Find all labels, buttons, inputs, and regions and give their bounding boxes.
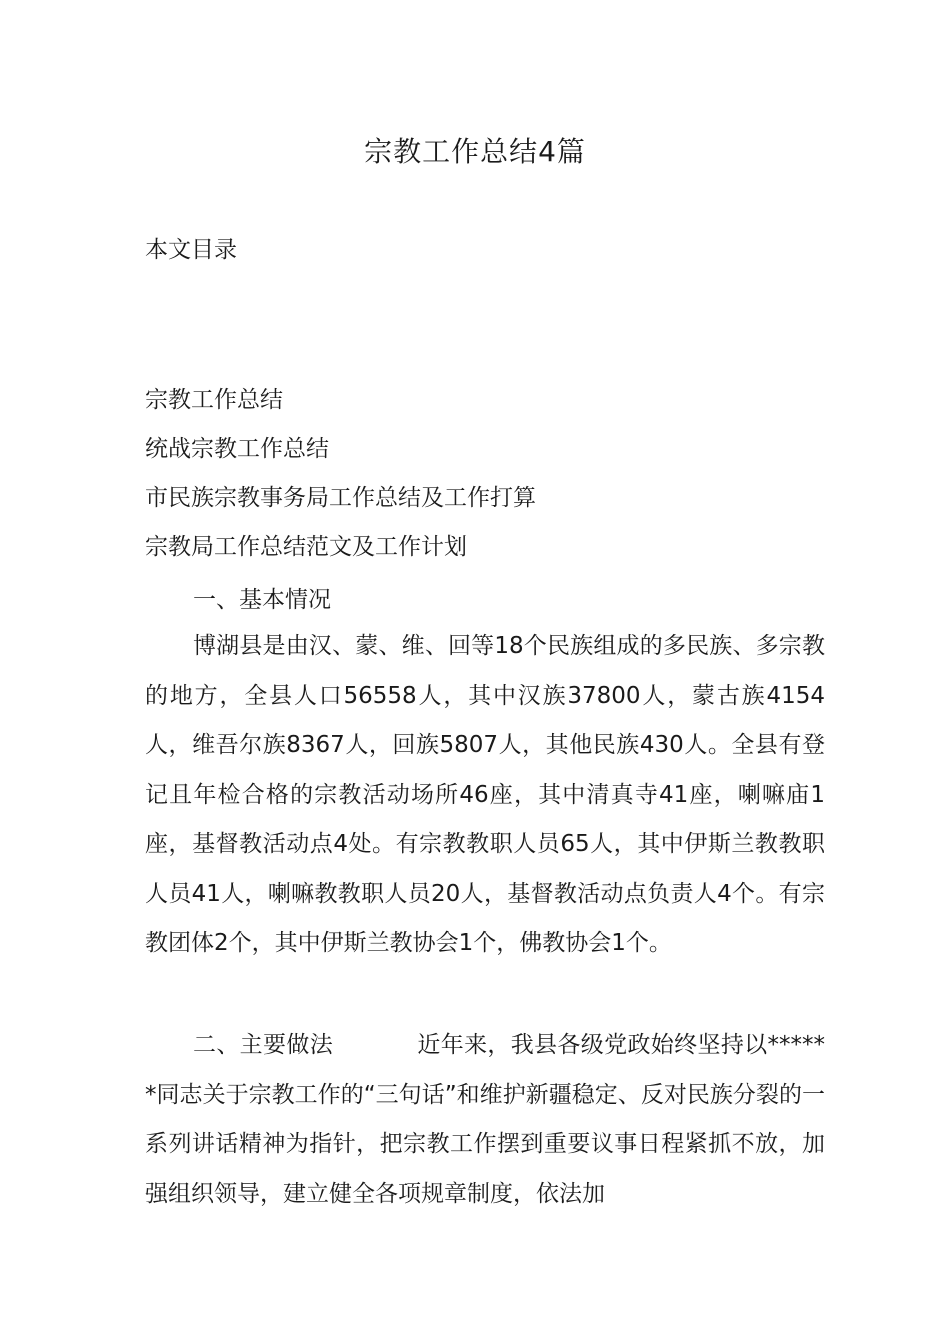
section-heading-main-practices: 二、主要做法: [193, 1032, 334, 1058]
paragraph-main-practices-text: 近年来，我县各级党政始终坚持以******同志关于宗教工作的“三句话”和维护新疆稳定、反对民族分裂的一系列讲话精神为指针，把宗教工作摆到重要议事日程紧抓不放，加强组织领导，建立健全各项规章制度，依法加: [145, 1032, 826, 1207]
toc-item[interactable]: 统战宗教工作总结: [145, 436, 329, 462]
paragraph-main-practices: [145, 1021, 825, 1219]
section-heading-basic-situation: 一、基本情况: [193, 587, 331, 613]
toc-item[interactable]: 宗教局工作总结范文及工作计划: [145, 534, 467, 560]
toc-item[interactable]: 市民族宗教事务局工作总结及工作打算: [145, 485, 536, 511]
table-of-contents: [145, 384, 536, 580]
paragraph-basic-situation: 博湖县是由汉、蒙、维、回等18个民族组成的多民族、多宗教的地方，全县人口56558人，其中汉族37800人，蒙古族4154人，维吾尔族8367人，回族5807人，其他民族430人。全县有登记且年检合格的宗教活动场所46座，其中清真寺41座，喇嘛庙1座，基督教活动点4处。有宗教教职人员65人，其中伊斯兰教教职人员41人，喇嘛教教职人员20人，基督教活动点负责人4个。有宗教团体2个，其中伊斯兰教协会1个，佛教协会1个。: [145, 633, 825, 956]
document-title: 宗教工作总结4篇: [364, 135, 586, 168]
toc-heading: 本文目录: [145, 237, 237, 263]
toc-item[interactable]: 宗教工作总结: [145, 387, 283, 413]
